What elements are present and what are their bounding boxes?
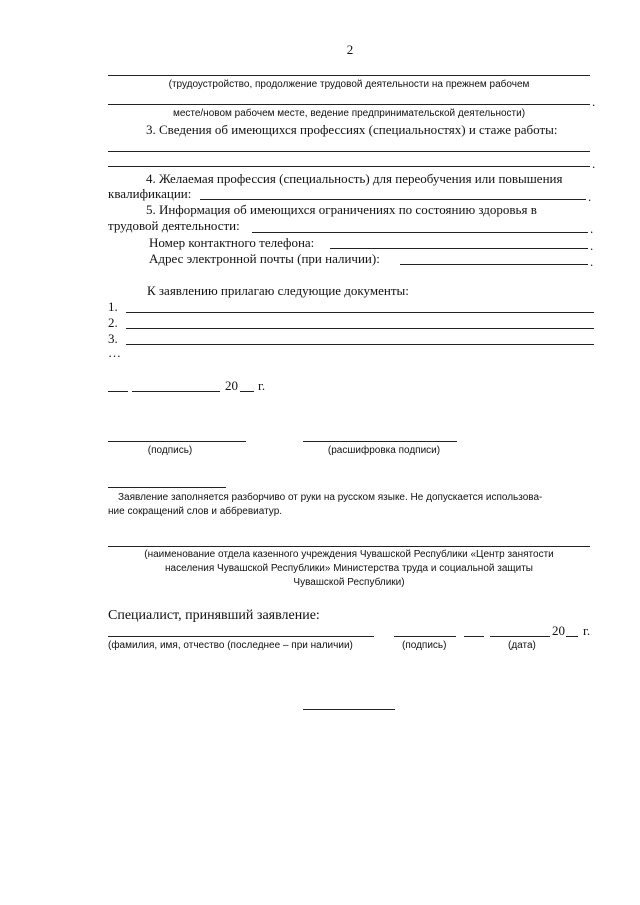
doc-item-number: 2. (108, 315, 118, 330)
department-caption-3: Чувашской Республики) (293, 577, 405, 588)
health-field[interactable] (252, 232, 588, 233)
field-line[interactable] (108, 104, 590, 105)
specialist-fio-field[interactable] (108, 636, 374, 637)
date-caption: (дата) (508, 640, 536, 651)
date-day-field[interactable] (108, 391, 128, 392)
field-line[interactable] (108, 75, 590, 76)
phone-field[interactable] (330, 248, 588, 249)
footnote-text-2: ние сокращений слов и аббревиатур. (108, 506, 283, 517)
department-field[interactable] (108, 546, 590, 547)
department-caption-1: (наименование отдела казенного учреждения Чувашской Республики «Центр занятости (144, 549, 554, 560)
ellipsis: … (108, 345, 121, 360)
period: . (592, 94, 596, 109)
caption-employment-1: (трудоустройство, продолжение трудовой деятельности на прежнем рабочем (168, 79, 530, 90)
specialist-signature-field[interactable] (394, 636, 456, 637)
footnote-separator (108, 487, 226, 488)
email-label: Адрес электронной почты (при наличии): (149, 251, 380, 266)
item4-label: 4. Желаемая профессия (специальность) для переобучения или повышения (146, 171, 563, 186)
decoding-caption: (расшифровка подписи) (327, 445, 441, 456)
specialist-year-field[interactable] (566, 636, 578, 637)
specialist-month-field[interactable] (490, 636, 550, 637)
period: . (590, 221, 594, 236)
field-line[interactable] (108, 151, 590, 152)
date-year-suffix: г. (258, 378, 266, 393)
documents-heading: К заявлению прилагаю следующие документы: (147, 283, 409, 298)
signature-caption: (подпись) (147, 445, 193, 456)
date-year-prefix: 20 (225, 378, 238, 393)
end-separator (303, 709, 395, 710)
doc-item-field[interactable] (126, 312, 594, 313)
field-line[interactable] (108, 166, 590, 167)
signature-field[interactable] (108, 441, 246, 442)
item5-label: 5. Информация об имеющихся ограничениях по состоянию здоровья в (146, 202, 537, 217)
item5-label-2: трудовой деятельности: (108, 218, 240, 233)
doc-item-number: 3. (108, 331, 118, 346)
period: . (590, 238, 594, 253)
department-caption-2: населения Чувашской Республики» Министерства труда и социальной защиты (165, 563, 533, 574)
specialist-year-suffix: г. (583, 623, 591, 638)
specialist-year-prefix: 20 (552, 623, 565, 638)
period: . (590, 254, 594, 269)
doc-item-field[interactable] (126, 344, 594, 345)
date-month-field[interactable] (132, 391, 220, 392)
phone-label: Номер контактного телефона: (149, 235, 315, 250)
fio-caption: (фамилия, имя, отчество (последнее – при наличии) (108, 640, 353, 651)
decoding-field[interactable] (303, 441, 457, 442)
period: . (588, 189, 592, 204)
spec-signature-caption: (подпись) (402, 640, 447, 651)
qualification-field[interactable] (200, 199, 586, 200)
caption-employment-2: месте/новом рабочем месте, ведение предпринимательской деятельности) (172, 108, 526, 119)
doc-item-number: 1. (108, 299, 118, 314)
email-field[interactable] (400, 264, 588, 265)
footnote-text: Заявление заполняется разборчиво от руки на русском языке. Не допускается использова- (118, 492, 543, 503)
item3-label: 3. Сведения об имеющихся профессиях (специальностях) и стаже работы: (146, 122, 558, 137)
period: . (592, 156, 596, 171)
date-year-field[interactable] (240, 391, 254, 392)
specialist-heading: Специалист, принявший заявление: (108, 608, 320, 623)
page-number: 2 (346, 42, 354, 57)
doc-item-field[interactable] (126, 328, 594, 329)
item4-label-2: квалификации: (108, 186, 192, 201)
specialist-day-field[interactable] (464, 636, 484, 637)
